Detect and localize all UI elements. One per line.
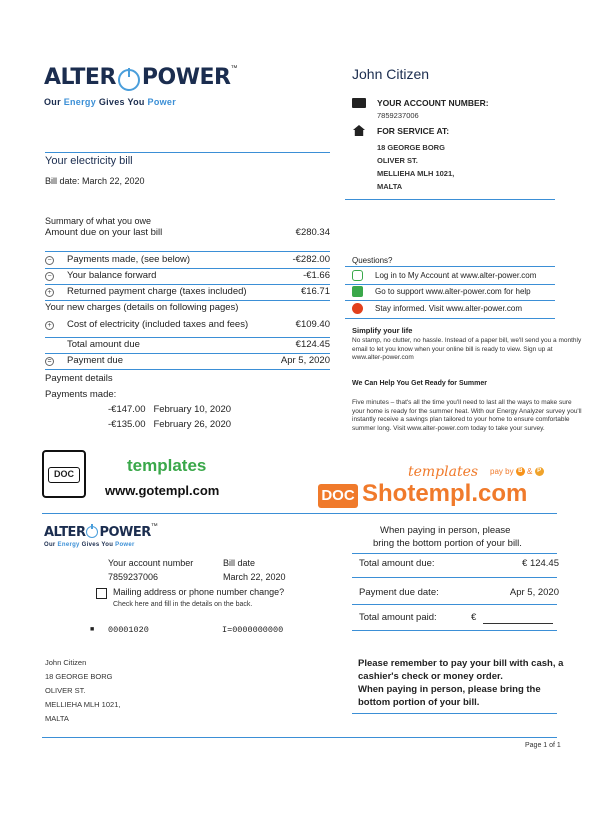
plus-icon: +: [45, 321, 54, 330]
customer-name: John Citizen: [352, 66, 430, 82]
summary-heading: Summary of what you owe: [45, 216, 152, 226]
folder-icon: [352, 98, 366, 108]
summary-row-payments: − Payments made, (see below) -€282.00: [45, 253, 330, 267]
stub-divider: [42, 513, 557, 514]
minus-icon: −: [45, 256, 54, 265]
payment-item: -€147.00 February 10, 2020: [108, 404, 232, 415]
summary-row-due: = Payment due Apr 5, 2020: [45, 354, 330, 368]
summary-row-balance: − Your balance forward -€1.66: [45, 269, 330, 283]
bitcoin-icon: B: [516, 467, 525, 476]
minus-icon: −: [45, 272, 54, 281]
gotempl-url: www.gotempl.com: [105, 483, 220, 498]
house-icon: [353, 125, 365, 136]
mailing-change-checkbox[interactable]: [96, 588, 107, 599]
templates-watermark: templates: [127, 456, 207, 475]
summer-heading: We Can Help You Get Ready for Summer: [352, 380, 487, 387]
simplify-body: No stamp, no clutter, no hassle. Instead of a paper bill, we'll send you a monthly email to let you know when your online bill is ready to view. Sign up at www.alter-power.com: [352, 337, 582, 361]
service-address: 18 GEORGE BORG OLIVER ST. MELLIEHA MLH 1021, MALTA: [377, 143, 455, 191]
summary-row-cost: + Cost of electricity (included taxes and fees) €109.40: [45, 318, 330, 332]
logo-text-right: POWER: [141, 65, 231, 90]
payments-made-label: Payments made:: [45, 389, 117, 400]
stub-account-number: 7859237006: [108, 572, 159, 582]
power-icon: [86, 526, 98, 538]
equals-icon: =: [45, 357, 54, 366]
simplify-heading: Simplify your life: [352, 326, 413, 335]
logo: [44, 65, 254, 91]
summer-body: Five minutes – that's all the time you'll need to last all the ways to make sure your home is ready for the summer heat. With our Energy Analyzer survey you'll instantly receive a savings plan tailored to your home to ensure comfortable summer long. Visit www.alter-power.com today to take your survey.: [352, 399, 582, 432]
logo-text-left: ALTER: [44, 65, 116, 90]
plus-icon: +: [45, 288, 54, 297]
mailing-change-label: Mailing address or phone number change?: [113, 587, 285, 597]
cursor-icon: [352, 286, 363, 297]
trademark: ™: [230, 65, 238, 72]
stub-amount-paid-row: Total amount paid: €: [359, 612, 559, 623]
stub-reminder: Please remember to pay your bill with cash, a cashier's check or money order. When paying in person, please bring the bottom portion of your bill.: [358, 658, 564, 708]
support-link[interactable]: Go to support www.alter-power.com for help: [375, 287, 531, 296]
stub-due-date-row: Payment due date: Apr 5, 2020: [359, 587, 559, 598]
service-label: FOR SERVICE AT:: [377, 126, 450, 136]
account-number: 7859237006: [377, 111, 419, 120]
questions-heading: Questions?: [352, 256, 393, 265]
doc-file-icon: DOC: [42, 450, 86, 498]
shotempl-doc-badge: DOC: [318, 484, 358, 508]
stub-total-due-row: Total amount due: € 124.45: [359, 558, 559, 569]
scan-code-1: 00001020: [108, 625, 149, 635]
summary-row-total: Total amount due €124.45: [67, 339, 330, 350]
last-bill-row: Amount due on your last bill €280.34: [45, 227, 330, 238]
summary-divider: [45, 251, 330, 252]
chat-icon: [352, 270, 363, 281]
stub-date-value: March 22, 2020: [223, 572, 286, 582]
stub-logo: ALTER POWER™: [44, 523, 158, 540]
mailing-change-sub: Check here and fill in the details on the back.: [113, 601, 253, 608]
stub-customer-address: John Citizen 18 GEORGE BORG OLIVER ST. MELLIEHA MLH 1021, MALTA: [45, 658, 121, 723]
stub-tagline: Our Energy Gives You Power: [44, 542, 135, 548]
summary-row-returned: + Returned payment charge (taxes included) €16.71: [45, 285, 330, 299]
page-number: Page 1 of 1: [525, 742, 561, 749]
bill-title: Your electricity bill: [45, 155, 133, 167]
new-charges-label: Your new charges (details on following pages): [45, 302, 239, 313]
right-divider-top: [345, 199, 555, 200]
bill-date: Bill date: March 22, 2020: [45, 176, 145, 186]
scan-code-marker: ■: [90, 626, 95, 633]
account-label: YOUR ACCOUNT NUMBER:: [377, 98, 489, 108]
payment-details-label: Payment details: [45, 373, 113, 384]
stub-instructions: When paying in person, please bring the bottom portion of your bill.: [373, 525, 522, 549]
pay-by-badge: pay by B & P: [490, 467, 544, 476]
info-icon: [352, 303, 363, 314]
stub-date-label: Bill date: [223, 558, 256, 568]
login-link[interactable]: Log in to My Account at www.alter-power.com: [375, 271, 537, 280]
top-divider: [45, 152, 330, 153]
paypal-icon: P: [535, 467, 544, 476]
shotempl-name: Shotempl.com: [362, 480, 528, 507]
tagline: Our Energy Gives You Power: [44, 97, 177, 107]
stay-informed-link[interactable]: Stay informed. Visit www.alter-power.com: [375, 304, 523, 313]
amount-paid-field[interactable]: [483, 623, 553, 624]
stub-account-label: Your account number: [108, 558, 194, 568]
scan-code-2: I=0000000000: [222, 625, 284, 635]
payment-item: -€135.00 February 26, 2020: [108, 419, 232, 430]
shotempl-tag: templates: [408, 464, 479, 480]
power-icon: [118, 69, 140, 91]
